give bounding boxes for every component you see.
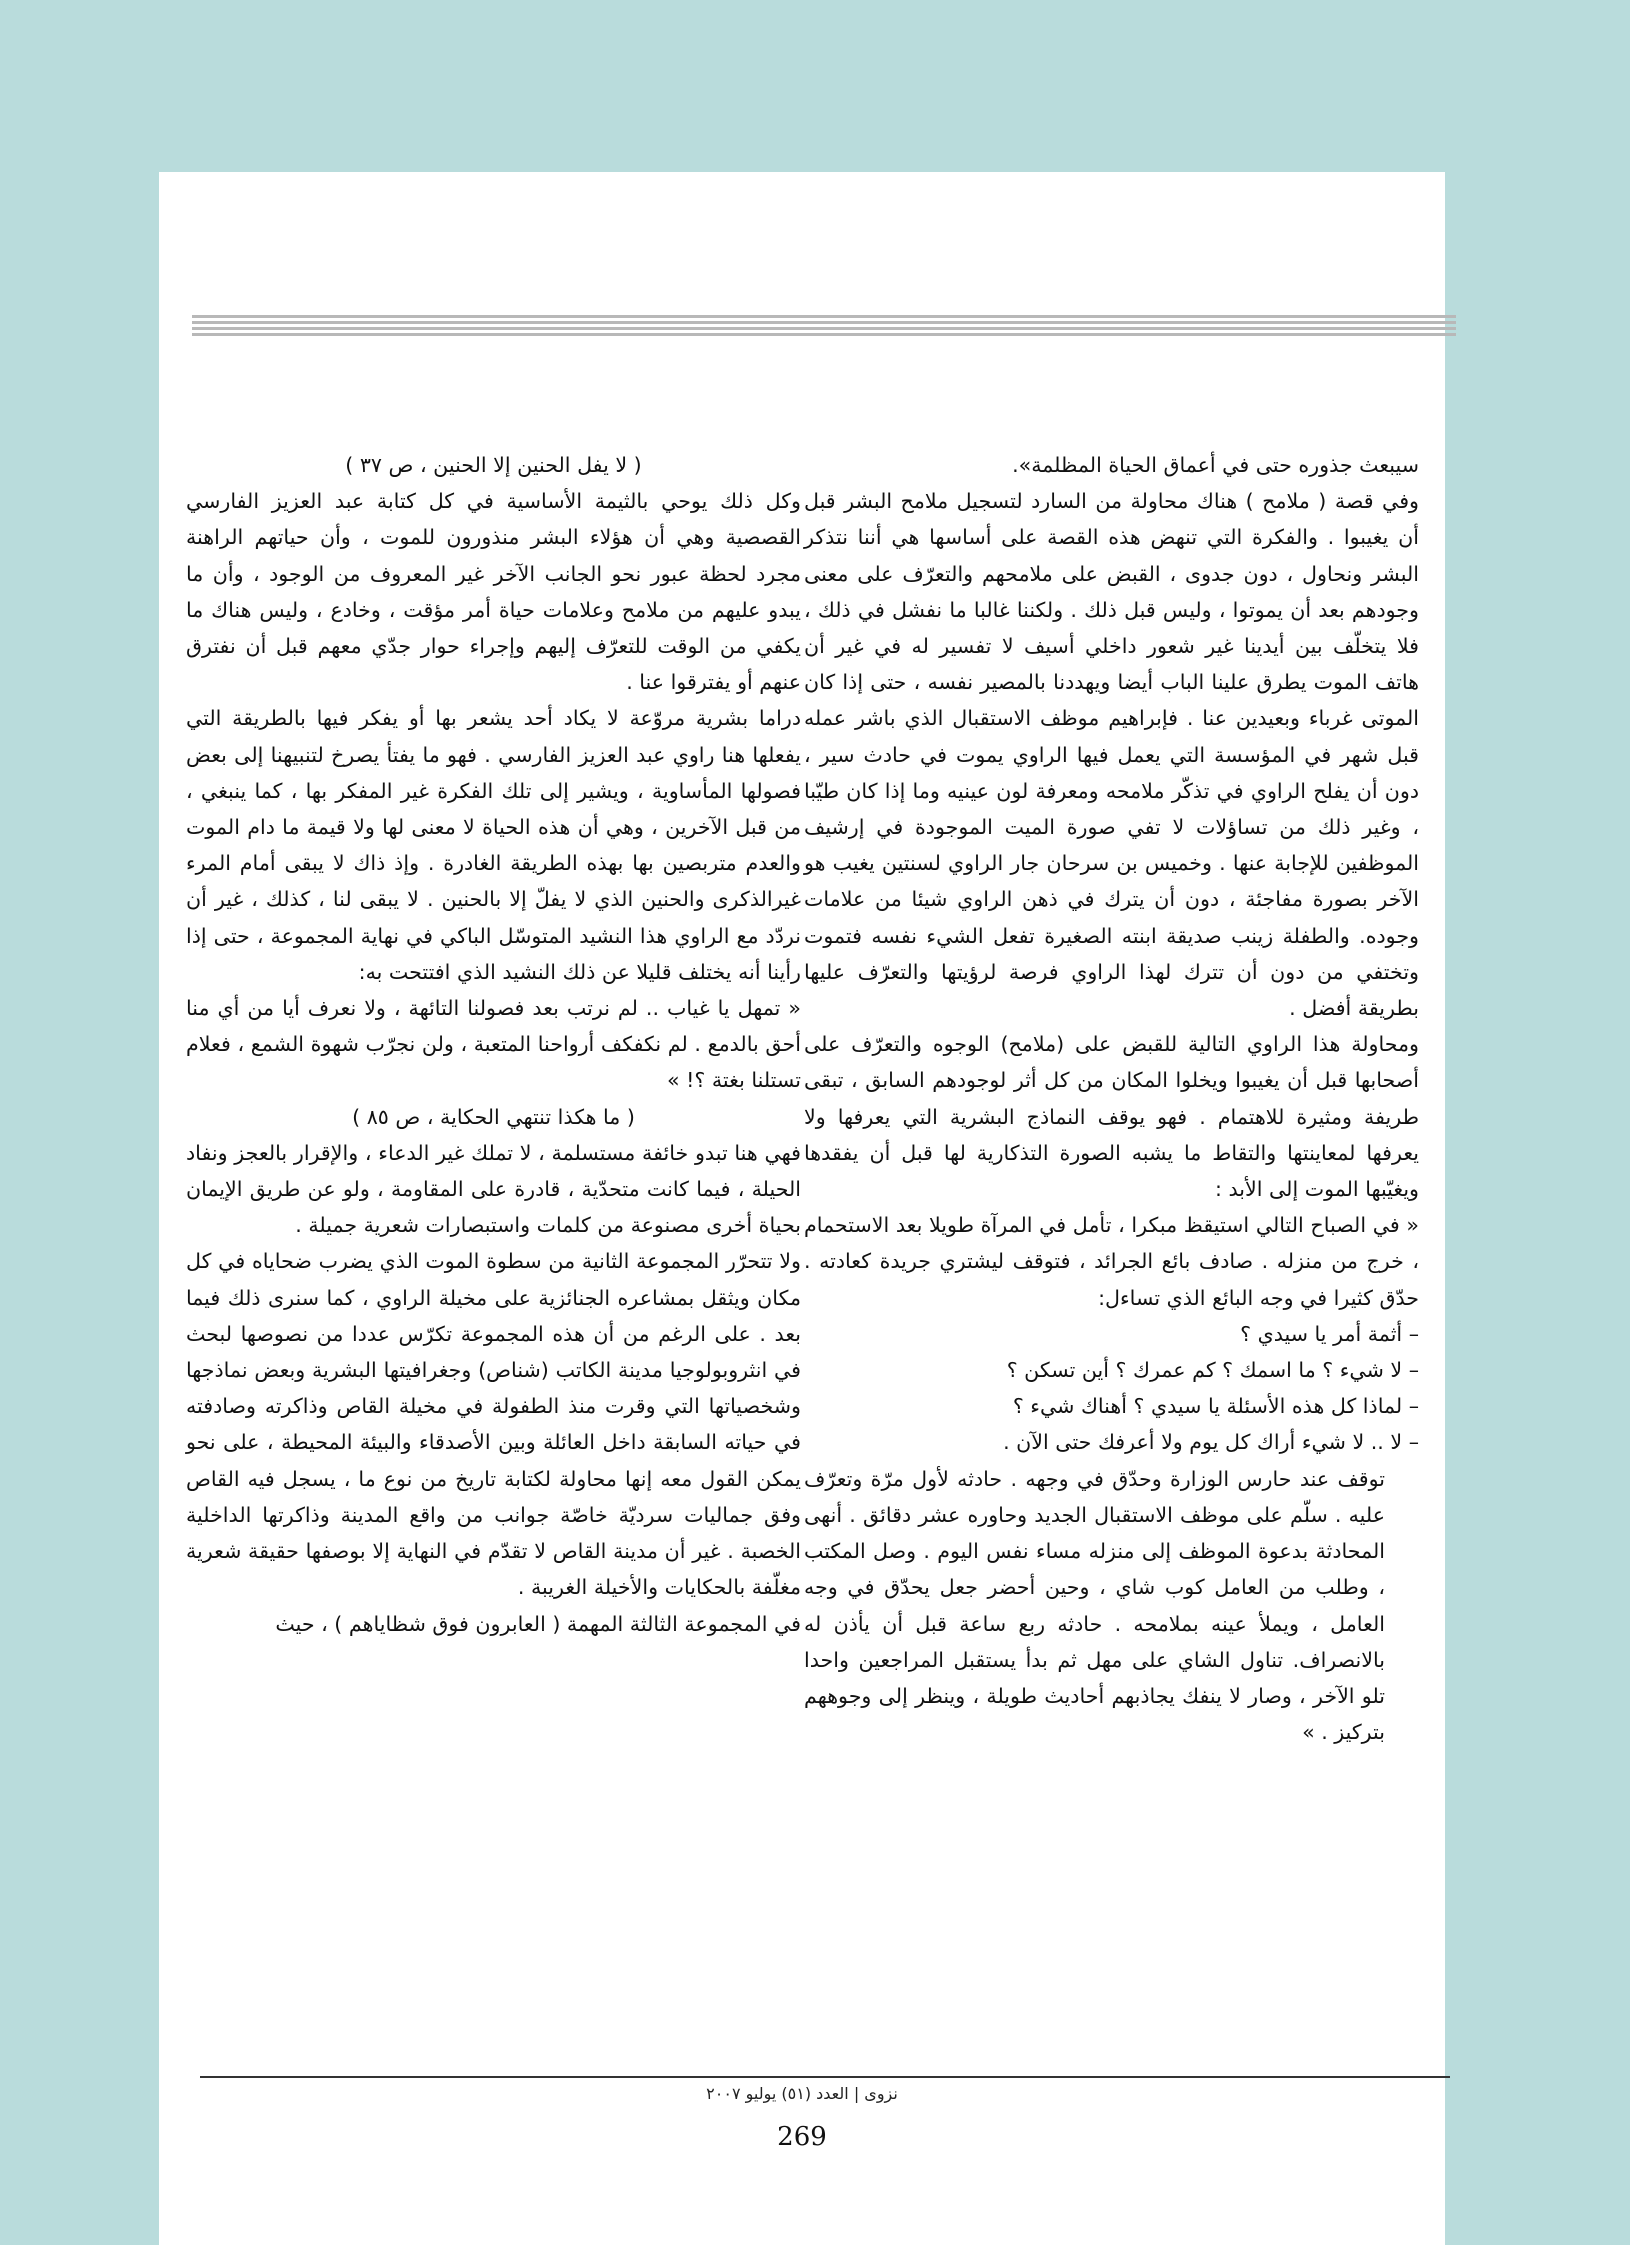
paragraph: وكل ذلك يوحي بالثيمة الأساسية في كل كتابة عبد العزيز الفارسي القصصية وهي أن هؤلاء البشر منذورون للموت ، وأن حياتهم الراهنة مجرد لحظة عبور نحو الجانب الآخر غير المعروف من الوجود ، وأن ما يبدو عليهم من ملامح وعلامات حياة أمر مؤقت ، وخادع ، وليس هناك ما يكفي من الوقت للتعرّف إليهم وإجراء حوار جدّي معهم قبل أن نفترق عنهم أو يفترقوا عنا . xyxy=(186,489,801,695)
paragraph: ومحاولة هذا الراوي التالية للقبض على (ملامح) الوجوه والتعرّف على أصحابها قبل أن يغيبوا ويخلوا المكان من كل أثر لوجودهم السابق ، تبقى طريفة ومثيرة للاهتمام . فهو يوقف النماذج البشرية التي يعرفها ولا يعرفها لمعاينتها والتقاط ما يشبه الصورة التذكارية لها قبل أن يفقدها ويغيّبها الموت إلى الأبد : xyxy=(804,1032,1419,1202)
header-rules xyxy=(192,315,1456,339)
quotation: « تمهل يا غياب .. لم نرتب بعد فصولنا التائهة ، ولا نعرف أيا من أي منا أحق بالدمع . لم نكفكف أرواحنا المتعبة ، ولن نجرّب شهوة الشمع ، فعلام تستلنا بغتة ؟! » xyxy=(186,996,801,1093)
paragraph: في المجموعة الثالثة المهمة ( العابرون فوق شظاياهم ) ، حيث xyxy=(275,1611,801,1636)
right-column xyxy=(804,447,1419,1750)
footer-issue-line xyxy=(159,2084,1445,2103)
footer-separator: | xyxy=(853,2084,860,2103)
magazine-page xyxy=(159,172,1445,2245)
magazine-name: نزوى xyxy=(864,2084,898,2103)
paragraph: دراما بشرية مروّعة لا يكاد أحد يشعر بها أو يفكر فيها بالطريقة التي يفعلها هنا راوي عبد العزيز الفارسي . فهو ما يفتأ يصرخ لتنبيهنا إلى بعض فصولها المأساوية ، ويشير إلى تلك الفكرة غير المفكر بها ، كما ينبغي ، من قبل الآخرين ، وهي أن هذه الحياة لا معنى لها ولا قيمة ما دام الموت والعدم متربصين بها بهذه الطريقة الغادرة . وإذ ذاك لا يبقى أمام المرء غيرالذكرى والحنين الذي لا يفلّ إلا بالحنين . لا يبقى لنا ، كذلك ، غير أن نردّد مع الراوي هذا النشيد المتوسّل الباكي في نهاية المجموعة ، حتى إذا رأينا أنه يختلف قليلا عن ذلك النشيد الذي افتتحت به: xyxy=(186,706,801,984)
header-rule xyxy=(192,315,1456,318)
paragraph: توقف عند حارس الوزارة وحدّق في وجهه . حادثه لأول مرّة وتعرّف عليه . سلّم على موظف الاستقبال الجديد وحاوره عشر دقائق . أنهى المحادثة بدعوة الموظف إلى منزله مساء نفس اليوم . وصل المكتب ، وطلب من العامل كوب شاي ، وحين أحضر جعل يحدّق في وجه العامل ، ويملأ عينه بملامحه . حادثه ربع ساعة قبل أن يأذن له بالانصراف. تناول الشاي على مهل ثم بدأ يستقبل المراجعين واحدا تلو الآخر ، وصار لا ينفك يجاذبهم أحاديث طويلة ، وينظر إلى وجوههم بتركيز . » xyxy=(804,1466,1385,1745)
left-column xyxy=(186,447,801,1642)
paragraph: سيبعث جذوره حتى في أعماق الحياة المظلمة». xyxy=(1012,453,1419,477)
paragraph: فهي هنا تبدو خائفة مستسلمة ، لا تملك غير الدعاء ، والإقرار بالعجز ونفاد الحيلة ، فيما كانت متحدّية ، قادرة على المقاومة ، ولو عن طريق الإيمان بحياة أخرى مصنوعة من كلمات واستبصارات شعرية جميلة . xyxy=(186,1140,801,1238)
header-rule xyxy=(192,333,1456,336)
issue-info: العدد (٥١) يوليو ٢٠٠٧ xyxy=(706,2084,849,2103)
dialogue-line: – لا شيء ؟ ما اسمك ؟ كم عمرك ؟ أين تسكن ؟ xyxy=(1006,1358,1419,1383)
header-rule xyxy=(192,327,1456,330)
footer-rule xyxy=(200,2076,1450,2078)
page-number: 269 xyxy=(777,2122,827,2152)
dialogue-line: – لا .. لا شيء أراك كل يوم ولا أعرفك حتى الآن . xyxy=(1003,1430,1419,1455)
dialogue-line: – أثمة أمر يا سيدي ؟ xyxy=(1240,1321,1419,1346)
citation: ( لا يفل الحنين إلا الحنين ، ص ٣٧ ) xyxy=(345,453,642,477)
dialogue-line: – لماذا كل هذه الأسئلة يا سيدي ؟ أهناك شيء ؟ xyxy=(1012,1394,1419,1419)
paragraph: وفي قصة ( ملامح ) هناك محاولة من السارد لتسجيل ملامح البشر قبل أن يغيبوا . والفكرة التي تنهض هذه القصة على أساسها هي أننا نتذكر البشر ونحاول ، دون جدوى ، القبض على ملامحهم والتعرّف على معنى وجودهم بعد أن يموتوا ، وليس قبل ذلك . ولكننا غالبا ما نفشل في ذلك ، فلا يتخلّف بين أيدينا غير شعور داخلي أسيف لا تفسير له في غير أن هاتف الموت يطرق علينا الباب أيضا ويهددنا بالمصير نفسه ، حتى إذا كان الموتى غرباء وبعيدين عنا . فإبراهيم موظف الاستقبال الذي باشر عمله قبل شهر في المؤسسة التي يعمل فيها الراوي يموت في حادث سير ، دون أن يفلح الراوي في تذكّر ملامحه ومعرفة لون عينيه وما إذا كان طيّبا ، وغير ذلك من تساؤلات لا تفي صورة الميت الموجودة في إرشيف الموظفين للإجابة عنها . وخميس بن سرحان جار الراوي لسنتين يغيب هو الآخر بصورة مفاجئة ، دون أن يترك في ذهن الراوي شيئا من علامات وجوده. والطفلة زينب صديقة ابنته الصغيرة تفعل الشيء نفسه فتموت وتختفي من دون أن تترك لهذا الراوي فرصة لرؤيتها والتعرّف عليها بطريقة أفضل . xyxy=(804,489,1419,1021)
paragraph: ولا تتحرّر المجموعة الثانية من سطوة الموت الذي يضرب ضحاياه في كل مكان ويثقل بمشاعره الجنائزية على مخيلة الراوي ، كما سنرى ذلك فيما بعد . على الرغم من أن هذه المجموعة تكرّس عددا من نصوصها لبحث في انثروبولوجيا مدينة الكاتب (شناص) وجغرافيتها البشرية وبعض نماذجها وشخصياتها التي وقرت منذ الطفولة في مخيلة القاص وذاكرته وصادفته في حياته السابقة داخل العائلة وبين الأصدقاء والبيئة المحيطة ، على نحو يمكن القول معه إنها محاولة لكتابة تاريخ من نوع ما ، يسجل فيه القاص وفق جماليات سرديّة خاصّة جوانب من واقع المدينة وذاكرتها الداخلية الخصبة . غير أن مدينة القاص لا تقدّم في النهاية إلا بوصفها حقيقة شعرية مغلّفة بالحكايات والأخيلة الغريبة . xyxy=(186,1249,801,1600)
citation: ( ما هكذا تنتهي الحكاية ، ص ٨٥ ) xyxy=(352,1104,635,1129)
paragraph: « في الصباح التالي استيقظ مبكرا ، تأمل في المرآة طويلا بعد الاستحمام ، خرج من منزله . صادف بائع الجرائد ، فتوقف ليشتري جريدة كعادته . حدّق كثيرا في وجه البائع الذي تساءل: xyxy=(804,1213,1419,1310)
header-rule xyxy=(192,321,1456,324)
